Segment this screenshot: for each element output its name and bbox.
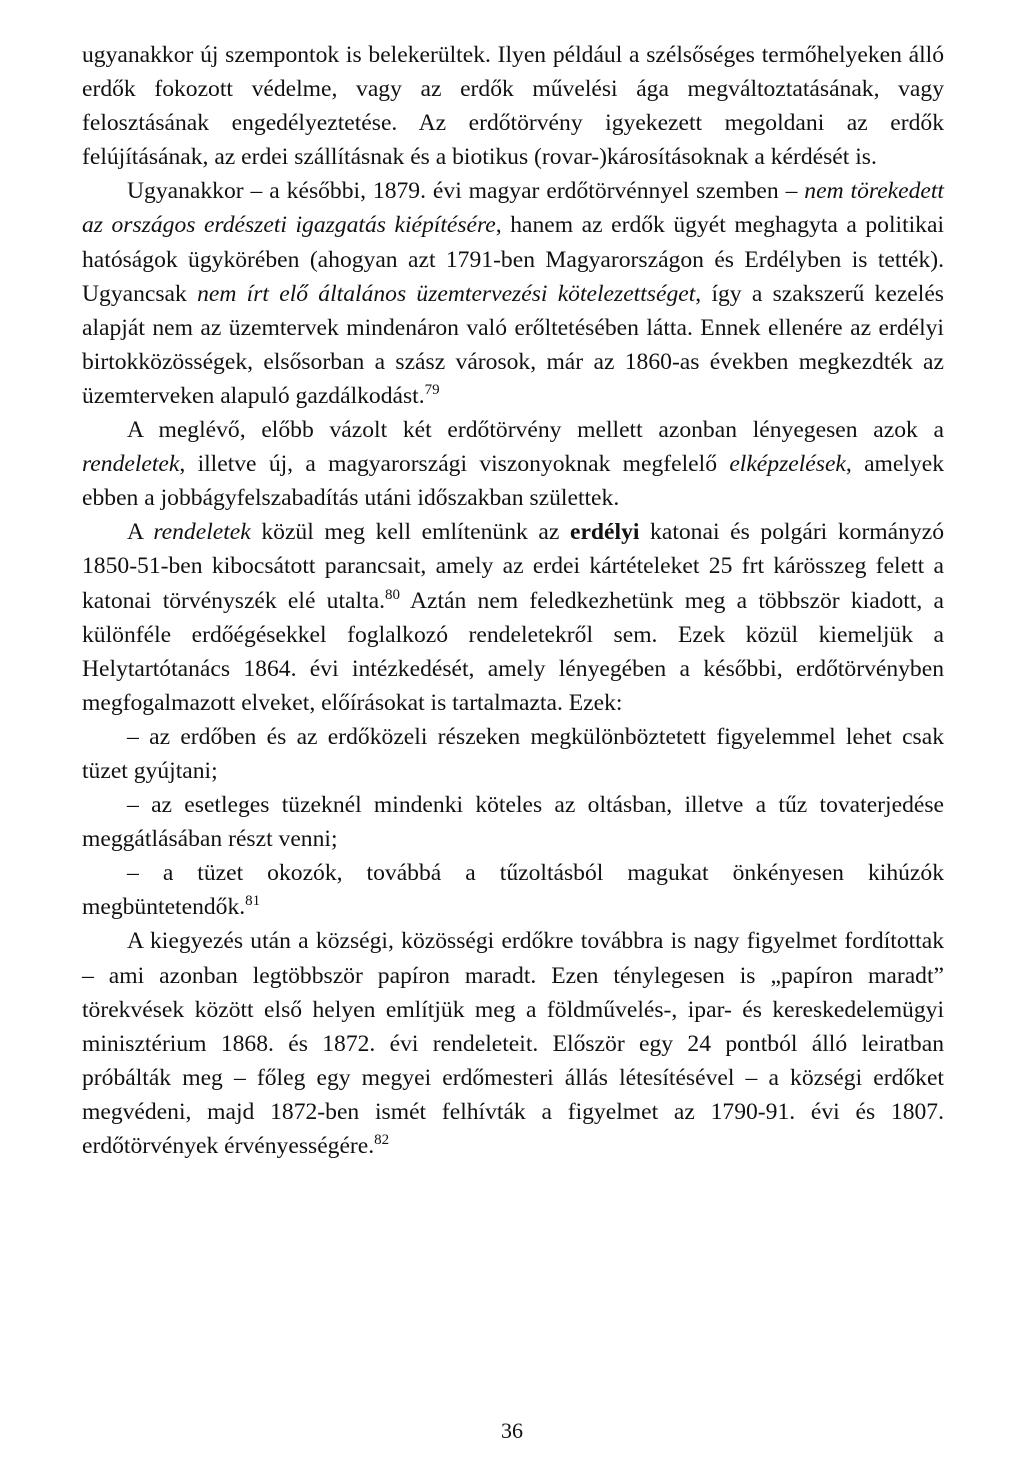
paragraph (82, 174, 944, 413)
page-number: 36 (501, 1418, 523, 1443)
bold-text: erdélyi (569, 519, 640, 546)
emphasis-text: nem törekedett az országos erdészeti igazgatás kiépítésére (82, 178, 944, 239)
paragraph (82, 38, 944, 174)
footnote-ref: 79 (424, 381, 440, 398)
text-run: ugyanakkor új szempontok is belekerültek. Ilyen például a szélsőséges termőhelyeken álló erdők fokozott védelme, vagy az erdők művelési ága megváltoztatásának, vagy felosztásának engedélyeztetése. Az erdőtörvény igyekezett megoldani az erdők felújításának, az erdei szállításnak és a biotikus (rovar-)károsításoknak a kérdését is. (82, 42, 944, 171)
emphasis-text: rendeletek (82, 451, 180, 478)
paragraph (82, 856, 944, 924)
text-run: , amelyek ebben a jobbágyfelszabadítás utáni időszakban születtek. (82, 451, 945, 512)
text-run: Aztán nem feledkezhetünk meg a többször kiadott, a különféle erdőégésekkel foglalkozó rendeletekről sem. Ezek közül kiemeljük a Helytartótanács 1864. évi intézkedését, amely lényegében a későbbi, erdőtörvényben megfogalmazott elveket, előírásokat is tartalmazta. Ezek: (82, 587, 944, 716)
footnote-ref: 80 (385, 586, 400, 603)
text-run: Ugyanakkor – a későbbi, 1879. évi magyar erdőtörvénnyel szemben – (127, 178, 805, 205)
text-run: A meglévő, előbb vázolt két erdőtörvény mellett azonban lényegesen azok a (127, 417, 944, 444)
text-run: A kiegyezés után a községi, közösségi erdőkre továbbra is nagy figyelmet fordítottak – ami azonban legtöbbször papíron maradt. Ezen ténylegesen is „papíron maradt” törekvések között első helyen említjük meg a földművelés-, ipar- és kereskedelemügyi minisztérium 1868. és 1872. évi rendeleteit. Először egy 24 pontból álló leiratban próbálták meg – főleg egy megyei erdőmesteri állás létesítésével – a községi erdőket megvédeni, majd 1872-ben ismét felhívták a figyelmet az 1790-91. évi és 1807. erdőtörvények érvényességére. (82, 928, 944, 1159)
text-run: , így a szakszerű kezelés alapját nem az üzemtervek mindenáron való erőltetésében látta. Ennek ellenére az erdélyi birtokközösségek, elsősorban a szász városok, már az 1860-as években megkezdték az üzemterveken alapuló gazdálkodást. (82, 280, 944, 409)
footnote-ref: 81 (245, 893, 261, 910)
footnote-ref: 82 (374, 1132, 390, 1148)
text-run: , hanem az erdők ügyét meghagyta a politikai hatóságok ügykörében (ahogyan azt 1791-ben Magyarországon és Erdélyben is tették). Ugyancsak (82, 212, 945, 307)
text-run: közül meg kell említenünk az (250, 519, 570, 546)
text-run: A (127, 519, 154, 546)
text-run: , illetve új, a magyarországi viszonyoknak megfelelő (179, 451, 730, 478)
emphasis-text: elképzelések (729, 451, 846, 478)
paragraph (82, 720, 944, 788)
paragraph (82, 515, 944, 720)
paragraph (82, 924, 944, 1163)
document-body (82, 38, 944, 1163)
emphasis-text: rendeletek (153, 519, 251, 546)
text-run: – a tüzet okozók, továbbá a tűzoltásból magukat önkényesen kihúzók megbüntetendők. (82, 860, 944, 921)
paragraph (82, 413, 944, 515)
emphasis-text: nem írt elő általános üzemtervezési kötelezettséget (197, 280, 696, 307)
text-run: – az erdőben és az erdőközeli részeken megkülönböztetett figyelemmel lehet csak tüzet gyújtani; (82, 723, 944, 784)
text-run: katonai és polgári kormányzó 1850-51-ben kibocsátott parancsait, amely az erdei kártételeket 25 frt kárösszeg felett a katonai törvényszék elé utalta. (82, 519, 944, 614)
paragraph (82, 788, 944, 856)
text-run: – az esetleges tüzeknél mindenki köteles az oltásban, illetve a tűz tovaterjedése meggátlásában részt venni; (82, 792, 944, 853)
